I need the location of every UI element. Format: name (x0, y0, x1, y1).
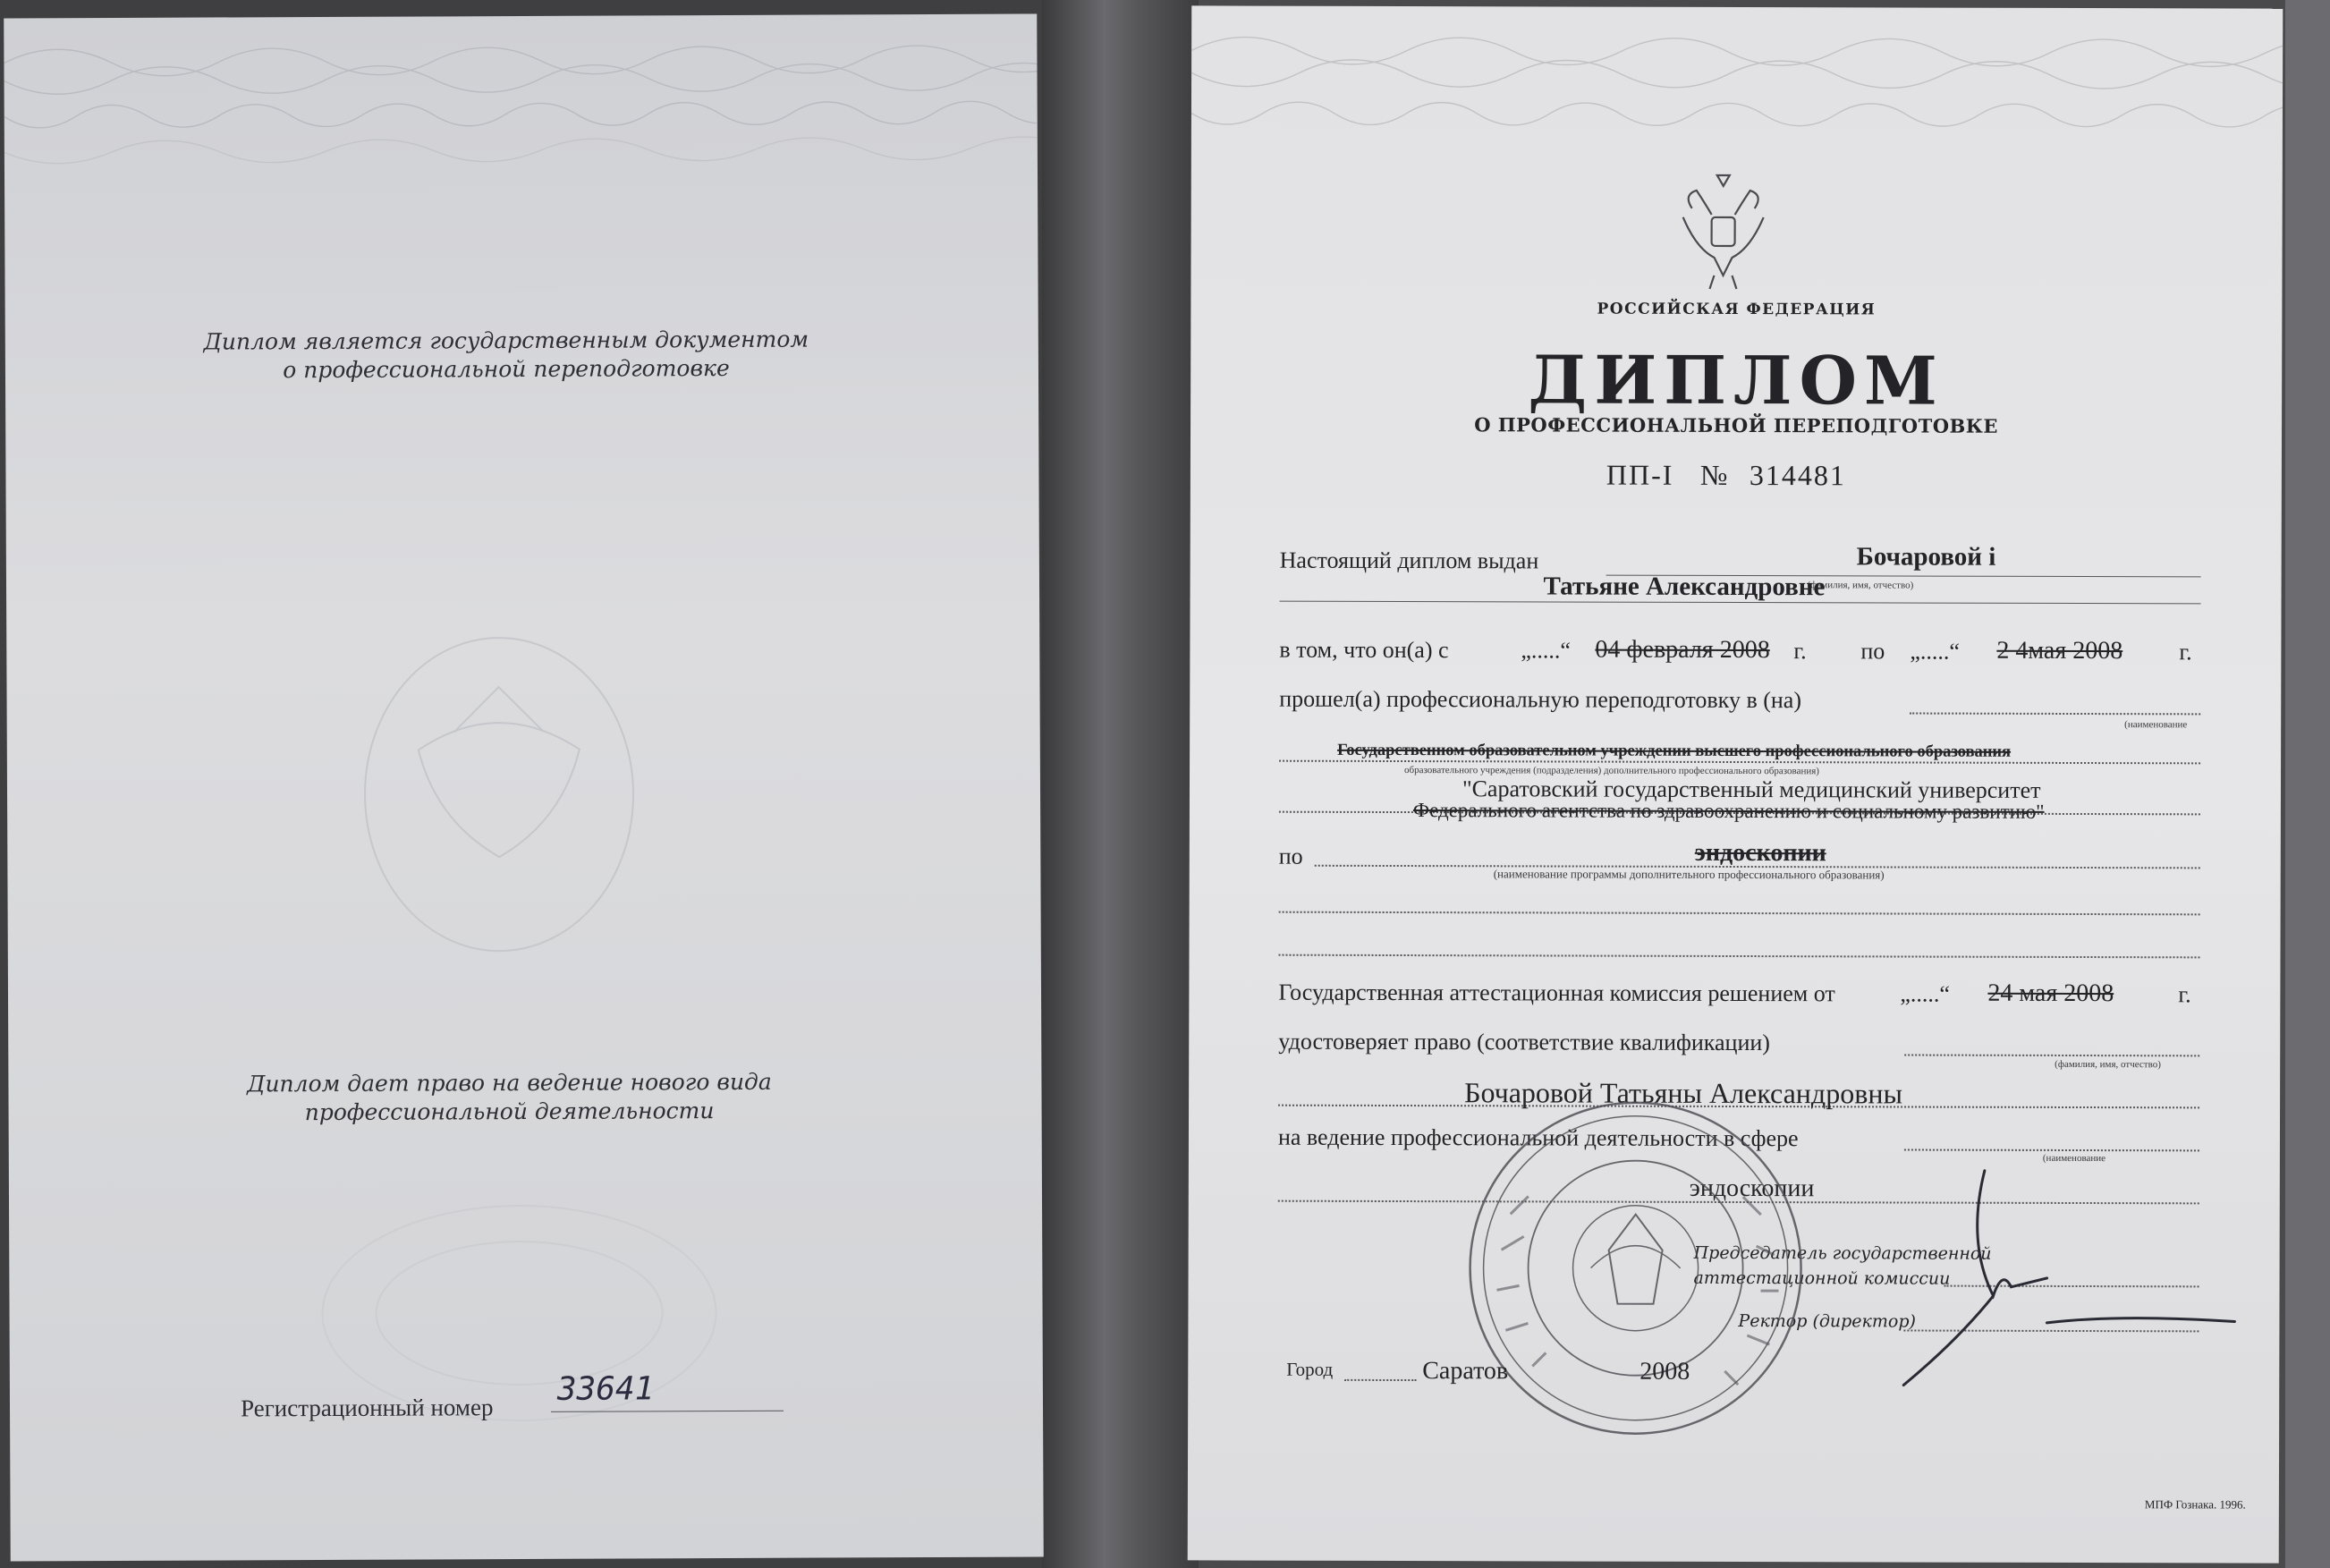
field-value: эндоскопии (1689, 1174, 1815, 1203)
city-line (1344, 1379, 1416, 1381)
program-extra-line-2 (1278, 954, 2199, 959)
diploma-right-page (1188, 5, 2283, 1563)
statement-line-2: о профессиональной переподготовке (283, 354, 730, 384)
holder-genitive: Бочаровой Татьяны Александровны (1464, 1076, 1903, 1110)
period-prefix: в том, что он(а) с (1279, 636, 1449, 664)
field-label: на ведение профессиональной деятельности в сфере (1277, 1123, 1799, 1152)
certifies-line (1904, 1054, 2199, 1056)
institution-name-line-1: Государственном образовательном учреждении высшего профессионального образования (1337, 741, 2012, 761)
year-value: 2008 (1639, 1357, 1690, 1386)
registration-label: Регистрационный номер (240, 1394, 494, 1422)
decorative-border (4, 13, 1038, 188)
emblem-watermark (310, 588, 688, 1001)
period-to-label: по (1860, 638, 1885, 665)
double-headed-eagle-icon (1673, 168, 1772, 293)
holder-first-patronymic: Татьяне Александровне (1543, 572, 1826, 602)
commission-date: 24 мая 2008 (1987, 979, 2114, 1008)
certifies-label: удостоверяет право (соответствие квалификации) (1278, 1028, 1771, 1056)
city-value: Саратов (1422, 1357, 1509, 1386)
name-hint: (фамилия, имя, отчество) (1807, 580, 1914, 591)
commission-quote: „.....“ (1900, 980, 1951, 1007)
program-hint: (наименование программы дополнительного профессионального образования) (1493, 867, 1885, 882)
signature (1868, 1161, 2244, 1394)
statement-line-1: Диплом является государственным документом (203, 326, 809, 355)
country-name: РОССИЙСКАЯ ФЕДЕРАЦИЯ (1597, 300, 1877, 319)
year-suffix-2: г. (2179, 639, 2192, 665)
commission-text: Государственная аттестационная комиссия решением от (1278, 979, 1835, 1007)
naming-hint: (наименование (2124, 719, 2188, 731)
diploma-series: ПП-I (1606, 458, 1674, 491)
registration-underline (551, 1411, 784, 1412)
diploma-title: ДИПЛОМ (1528, 342, 1944, 420)
city-label: Город (1286, 1358, 1334, 1380)
year-suffix-3: г. (2178, 981, 2191, 1008)
registration-number: 33641 (556, 1370, 655, 1408)
rights-line-1: Диплом дает право на ведение нового вида (247, 1068, 772, 1098)
period-end-quote: „.....“ (1910, 638, 1961, 665)
rights-line-2: профессиональной деятельности (304, 1098, 715, 1126)
trained-line (1910, 713, 2200, 716)
rector-label: Ректор (директор) (1738, 1311, 1916, 1332)
trained-label: прошел(а) профессиональную переподготовку в (на) (1279, 685, 1802, 714)
printer-mark: МПФ Гознака. 1996. (2144, 1497, 2246, 1512)
holder-surname: Бочаровой i (1856, 542, 1996, 572)
institution-name-line-2: "Саратовский государственный медицинский университет (1462, 776, 2041, 803)
diploma-subtitle: О ПРОФЕССИОНАЛЬНОЙ ПЕРЕПОДГОТОВКЕ (1474, 413, 1998, 437)
field-hint: (наименование (2042, 1152, 2106, 1165)
background-right (2285, 0, 2330, 1568)
number-sign: № (1699, 458, 1730, 491)
certifies-hint: (фамилия, имя, отчество) (2055, 1058, 2161, 1071)
decorative-border (1191, 5, 2283, 178)
official-seal (1456, 1089, 1815, 1447)
field-line (1904, 1148, 2199, 1151)
diploma-number: 314481 (1749, 459, 1846, 492)
chair-line-2: аттестационной комиссии (1693, 1267, 1951, 1289)
chair-line-1: Председатель государственной (1693, 1242, 1992, 1264)
institution-hint: образовательного учреждения (подразделения) дополнительного профессионального образования) (1404, 765, 1819, 777)
diploma-left-page (4, 13, 1044, 1561)
program-extra-line-1 (1279, 911, 2200, 916)
year-suffix-1: г. (1793, 638, 1807, 665)
issued-to-label: Настоящий диплом выдан (1279, 547, 1539, 574)
period-end-date: 2 4мая 2008 (1996, 636, 2123, 665)
institution-name-line-3: Федерального агентства по здравоохранению и социальному развитию" (1412, 799, 2045, 823)
period-start-date: 04 февраля 2008 (1595, 635, 1770, 665)
program-name: эндоскопии (1694, 838, 1826, 868)
period-start-quote: „.....“ (1521, 637, 1572, 664)
background-binding (1042, 0, 1199, 1568)
program-prefix: по (1278, 843, 1303, 869)
